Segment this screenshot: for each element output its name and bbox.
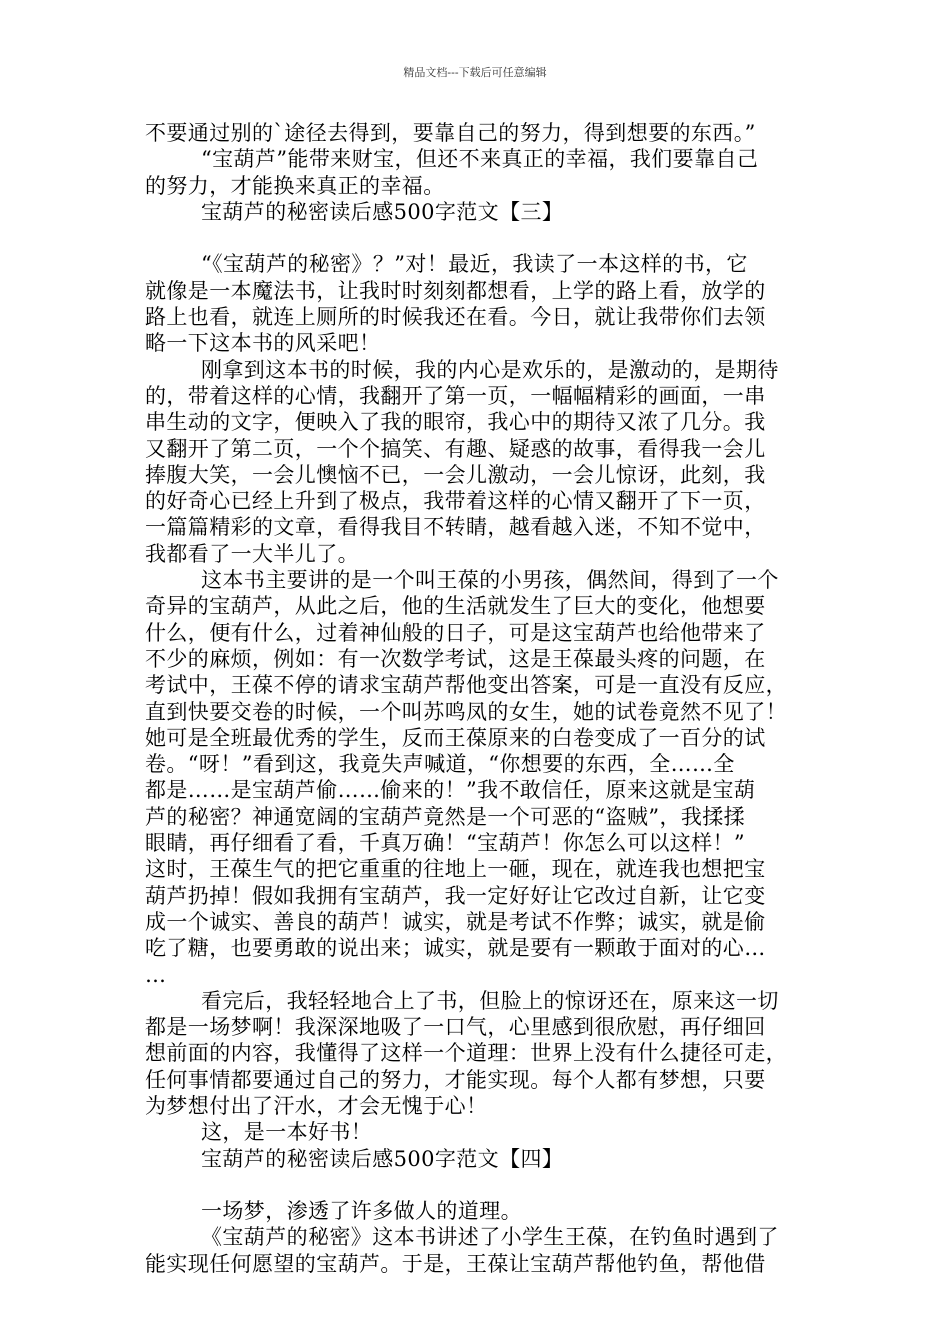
text-line: 什么，便有什么，过着神仙般的日子，可是这宝葫芦也给他带来了: [145, 620, 766, 645]
text-line: 卷。“呀！”看到这，我竟失声喊道，“你想要的东西，全……全: [145, 752, 735, 777]
text-line: 能实现任何愿望的宝葫芦。于是，王葆让宝葫芦帮他钓鱼，帮他借: [145, 1251, 766, 1276]
text-line: 看完后，我轻轻地合上了书，但脸上的惊讶还在，原来这一切: [201, 988, 779, 1013]
text-line: 路上也看，就连上厕所的时候我还在看。今日，就让我带你们去领: [145, 305, 766, 330]
text-line: …: [145, 962, 167, 987]
text-line: 成一个诚实、善良的葫芦！诚实，就是考试不作弊；诚实，就是偷: [145, 909, 766, 934]
page-header-watermark: 精品文档---下载后可任意编辑: [403, 66, 547, 79]
text-line: 这，是一本好书！: [201, 1120, 373, 1145]
text-line: 一篇篇精彩的文章，看得我目不转睛，越看越入迷，不知不觉中，: [145, 515, 766, 540]
text-line: 想前面的内容，我懂得了这样一个道理：世界上没有什么捷径可走，: [145, 1041, 787, 1066]
text-line: 的，带着这样的心情，我翻开了第一页，一幅幅精彩的画面，一串: [145, 383, 766, 408]
text-line: 都是一场梦啊！我深深地吸了一口气，心里感到很欣慰，再仔细回: [145, 1015, 766, 1040]
text-line: 为梦想付出了汗水，才会无愧于心！: [145, 1093, 488, 1118]
text-line: 这本书主要讲的是一个叫王葆的小男孩，偶然间，得到了一个: [201, 568, 779, 593]
text-line: 就像是一本魔法书，让我时时刻刻都想看，上学的路上看，放学的: [145, 278, 766, 303]
text-line: 又翻开了第二页，一个个搞笑、有趣、疑惑的故事，看得我一会儿: [145, 436, 766, 461]
text-line: “《宝葫芦的秘密》？”对！最近，我读了一本这样的书，它: [201, 252, 748, 277]
text-line: 奇异的宝葫芦，从此之后，他的生活就发生了巨大的变化，他想要: [145, 594, 766, 619]
text-line: 考试中，王葆不停的请求宝葫芦帮他变出答案，可是一直没有反应，: [145, 673, 787, 698]
text-line: 一场梦，渗透了许多做人的道理。: [201, 1199, 522, 1224]
section-heading: 宝葫芦的秘密读后感500字范文【三】: [201, 199, 564, 224]
text-line: 的好奇心已经上升到了极点，我带着这样的心情又翻开了下一页，: [145, 489, 766, 514]
section-heading: 宝葫芦的秘密读后感500字范文【四】: [201, 1146, 564, 1171]
blank-line: [145, 225, 810, 251]
text-line: 不要通过别的`途径去得到，要靠自己的努力，得到想要的东西。”: [145, 121, 756, 145]
text-line: 《宝葫芦的秘密》这本书讲述了小学生王葆，在钓鱼时遇到了: [201, 1225, 779, 1250]
text-line: 葫芦扔掉！假如我拥有宝葫芦，我一定好好让它改过自新，让它变: [145, 883, 766, 908]
text-line: 都是……是宝葫芦偷……偷来的！”我不敢信任，原来这就是宝葫: [145, 778, 756, 803]
text-line: 直到快要交卷的时候，一个叫苏鸣凤的女生，她的试卷竟然不见了！: [145, 699, 787, 724]
text-line: 不少的麻烦，例如：有一次数学考试，这是王葆最头疼的问题，在: [145, 646, 766, 671]
text-line: 眼睛，再仔细看了看，千真万确！“宝葫芦！你怎么可以这样！”: [145, 831, 746, 856]
text-line: 芦的秘密？神通宽阔的宝葫芦竟然是一个可恶的“盗贼”，我揉揉: [145, 804, 746, 829]
text-line: 刚拿到这本书的时候，我的内心是欢乐的，是激动的，是期待: [201, 357, 779, 382]
text-line: 吃了糖，也要勇敢的说出来；诚实，就是要有一颗敢于面对的心…: [145, 936, 766, 961]
text-line: 的努力，才能换来真正的幸福。: [145, 173, 445, 198]
text-line: 我都看了一大半儿了。: [145, 541, 359, 566]
document-body: [145, 120, 810, 1277]
text-line: 这时，王葆生气的把它重重的往地上一砸，现在，就连我也想把宝: [145, 857, 766, 882]
text-line: 串生动的文字，便映入了我的眼帘，我心中的期待又浓了几分。我: [145, 410, 766, 435]
text-line: 捧腹大笑，一会儿懊恼不已，一会儿激动，一会儿惊讶，此刻，我: [145, 462, 766, 487]
text-line: 她可是全班最优秀的学生，反而王葆原来的白卷变成了一百分的试: [145, 725, 766, 750]
text-line: “宝葫芦”能带来财宝，但还不来真正的幸福，我们要靠自己: [201, 147, 759, 172]
text-line: 任何事情都要通过自己的努力，才能实现。每个人都有梦想，只要: [145, 1067, 766, 1092]
blank-line: [145, 1172, 810, 1198]
text-line: 略一下这本书的风采吧！: [145, 331, 381, 356]
